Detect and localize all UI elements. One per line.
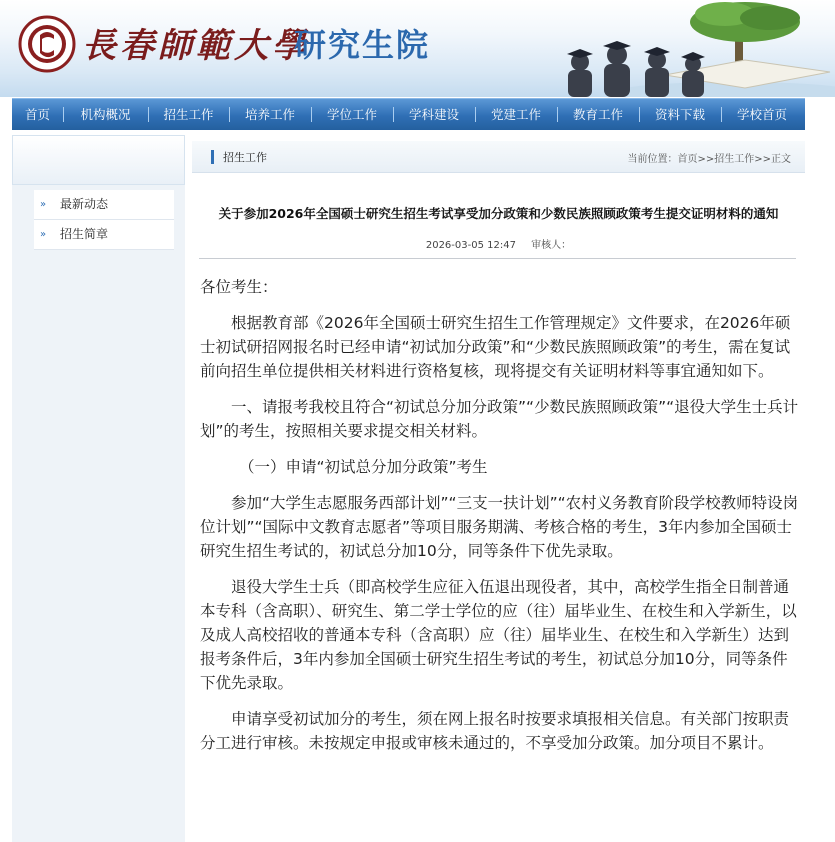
double-chevron-right-icon: » xyxy=(40,229,47,240)
article-title: 关于参加2026年全国硕士研究生招生考试享受加分政策和少数民族照顾政策考生提交证明材料的通知 xyxy=(218,206,779,221)
sidebar-menu xyxy=(34,190,174,250)
main-content xyxy=(192,135,805,842)
reviewer-label: 审核人： xyxy=(531,240,572,251)
header-banner xyxy=(0,0,835,97)
divider xyxy=(199,258,796,259)
paragraph: 退役大学生士兵（即高校学生应征入伍退出现役者，其中，高校学生指全日制普通本专科（含高职）、研究生、第二学士学位的应（往）届毕业生、在校生和入学新生，以及成人高校招收的普通本专科（含高职）应（往）届毕业生、在校生和入学新生）达到报考条件后，3年内参加全国硕士研究生招生考试的考生，初试总分加10分，同等条件下优先录取。 xyxy=(200,578,797,692)
sidebar-item-latest-news[interactable] xyxy=(34,190,174,220)
salutation: 各位考生： xyxy=(200,278,278,296)
nav-training[interactable]: 培养工作 xyxy=(229,99,311,130)
paragraph: 申请享受初试加分的考生，须在网上报名时按要求填报相关信息。有关部门按职责分工进行审核。未按规定申报或审核未通过的，不享受加分政策。加分项目不累计。 xyxy=(200,710,790,752)
section-header xyxy=(192,141,805,173)
nav-education[interactable]: 教育工作 xyxy=(557,99,639,130)
nav-admissions[interactable]: 招生工作 xyxy=(148,99,229,130)
sidebar-header xyxy=(12,135,185,185)
article-meta xyxy=(192,236,805,251)
paragraph: 根据教育部《2026年全国硕士研究生招生工作管理规定》文件要求，在2026年硕士初试研招网报名时已经申请“初试加分政策”和“少数民族照顾政策”的考生，需在复试前向招生单位提供相关材料进行资格复核，现将提交有关证明材料等事宜通知如下。 xyxy=(200,314,791,380)
department-name: 研究生院 xyxy=(294,26,431,64)
university-logo xyxy=(18,15,76,73)
school-name: 長春師範大學 xyxy=(82,26,310,66)
sidebar-item-label: 招生简章 xyxy=(60,227,109,241)
publish-date: 2026-03-05 12:47 xyxy=(425,240,516,251)
nav-discipline[interactable]: 学科建设 xyxy=(393,99,475,130)
nav-degree[interactable]: 学位工作 xyxy=(311,99,393,130)
section-marker xyxy=(211,150,214,164)
paragraph: 参加“大学生志愿服务西部计划”“三支一扶计划”“农村义务教育阶段学校教师特设岗位计划”“国际中文教育志愿者”等项目服务期满、考核合格的考生，3年内参加全国硕士研究生招生考试的，初试总分加10分，同等条件下优先录取。 xyxy=(200,494,799,560)
sidebar xyxy=(12,135,185,842)
nav-organization[interactable]: 机构概况 xyxy=(63,99,148,130)
article-body xyxy=(200,275,800,767)
graduates-tree-illustration xyxy=(435,0,835,97)
section-title: 招生工作 xyxy=(223,151,267,164)
sidebar-item-admission-guide[interactable] xyxy=(34,220,174,250)
double-chevron-right-icon: » xyxy=(40,199,47,210)
main-navigation xyxy=(12,98,805,130)
nav-downloads[interactable]: 资料下载 xyxy=(639,99,721,130)
paragraph: 一、请报考我校且符合“初试总分加分政策”“少数民族照顾政策”“退役大学生士兵计划”的考生，按照相关要求提交相关材料。 xyxy=(200,398,799,440)
subheading: （一）申请“初试总分加分政策”考生 xyxy=(239,458,488,476)
nav-school-home[interactable]: 学校首页 xyxy=(721,99,803,130)
breadcrumb: 当前位置：首页>>招生工作>>正文 xyxy=(627,154,791,165)
nav-party-building[interactable]: 党建工作 xyxy=(475,99,557,130)
sidebar-item-label: 最新动态 xyxy=(60,197,109,211)
nav-home[interactable]: 首页 xyxy=(24,107,50,122)
